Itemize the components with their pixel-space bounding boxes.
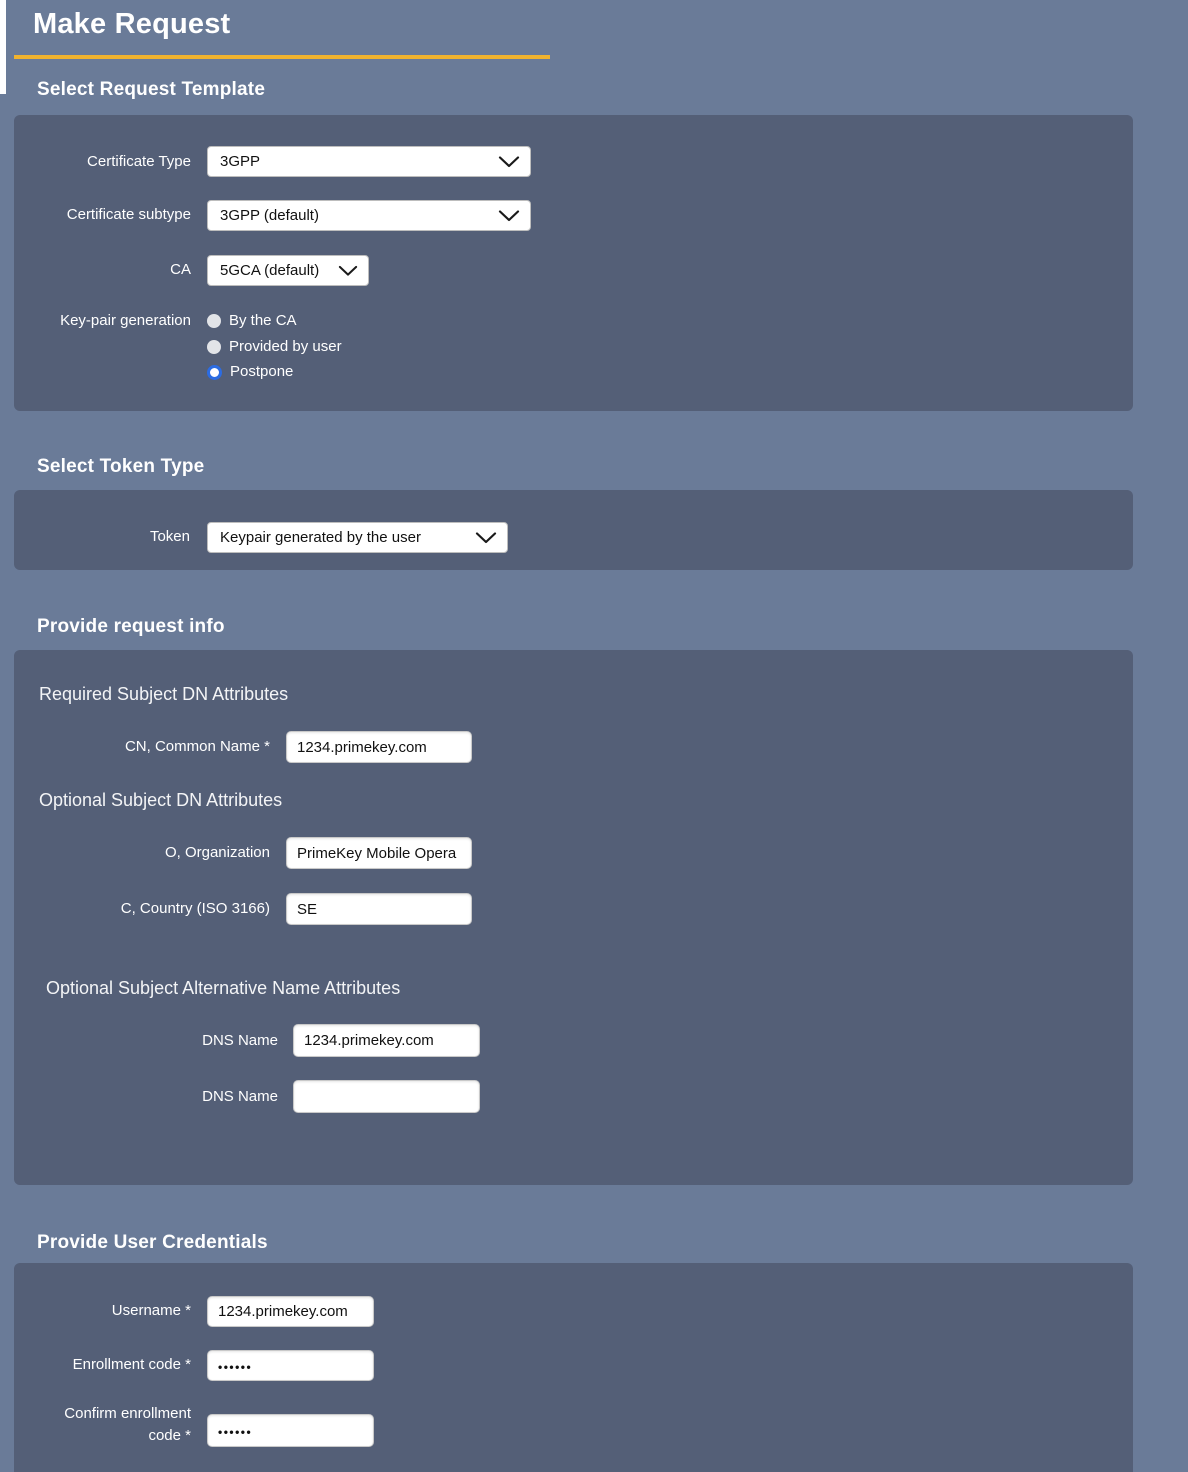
chevron-down-icon — [338, 265, 358, 277]
radio-icon[interactable] — [207, 340, 221, 354]
confirm-enrollment-code-label — [14, 1403, 191, 1447]
left-edge-strip — [0, 0, 6, 94]
radio-option-label: Postpone — [230, 363, 294, 380]
confirm-enrollment-code-label-line1: Confirm enrollment — [64, 1405, 191, 1422]
optional-dn-subheading: Optional Subject DN Attributes — [39, 790, 283, 810]
confirm-enrollment-code-label-line2: code * — [148, 1427, 191, 1444]
certificate-type-select[interactable] — [207, 146, 531, 177]
optional-san-subheading: Optional Subject Alternative Name Attributes — [46, 978, 401, 998]
cn-input[interactable] — [286, 731, 472, 763]
request-template-panel — [14, 115, 1133, 411]
certificate-subtype-label: Certificate subtype — [66, 206, 191, 223]
dns-name-2-input[interactable] — [293, 1080, 480, 1113]
section-heading-token-type: Select Token Type — [37, 456, 205, 477]
required-dn-subheading: Required Subject DN Attributes — [39, 684, 289, 704]
radio-option-provided-by-user[interactable] — [207, 337, 342, 357]
dns-name-2-label: DNS Name — [202, 1088, 278, 1105]
organization-label: O, Organization — [164, 844, 270, 861]
radio-option-by-the-ca[interactable] — [207, 311, 297, 331]
token-select[interactable] — [207, 522, 508, 553]
page-title: Make Request — [33, 8, 231, 40]
certificate-subtype-value: 3GPP (default) — [220, 207, 319, 224]
radio-icon[interactable] — [207, 314, 221, 328]
user-credentials-panel — [14, 1263, 1133, 1472]
certificate-type-value: 3GPP — [220, 153, 261, 170]
dns-name-1-input[interactable] — [293, 1024, 480, 1057]
username-input[interactable] — [207, 1296, 374, 1327]
radio-option-label: By the CA — [229, 312, 297, 329]
section-heading-user-credentials: Provide User Credentials — [37, 1232, 268, 1253]
country-label: C, Country (ISO 3166) — [120, 900, 270, 917]
ca-select[interactable] — [207, 255, 369, 286]
title-underline — [14, 55, 550, 59]
certificate-subtype-select[interactable] — [207, 200, 531, 231]
cn-label: CN, Common Name * — [124, 738, 270, 755]
organization-input[interactable] — [286, 837, 472, 869]
ca-label: CA — [170, 261, 191, 278]
ca-value: 5GCA (default) — [220, 262, 320, 279]
username-label: Username * — [111, 1302, 191, 1319]
token-label: Token — [149, 528, 190, 545]
section-heading-request-template: Select Request Template — [37, 79, 266, 100]
radio-option-postpone[interactable] — [207, 362, 293, 382]
request-info-panel — [14, 650, 1133, 1185]
certificate-type-label: Certificate Type — [87, 153, 191, 170]
radio-option-label: Provided by user — [229, 338, 342, 355]
chevron-down-icon — [475, 532, 497, 544]
section-heading-request-info: Provide request info — [37, 616, 225, 637]
keypair-generation-label: Key-pair generation — [60, 312, 191, 329]
enrollment-code-label: Enrollment code * — [72, 1356, 191, 1373]
dns-name-1-label: DNS Name — [202, 1032, 278, 1049]
country-input[interactable] — [286, 893, 472, 925]
token-value: Keypair generated by the user — [220, 529, 421, 546]
radio-icon[interactable] — [207, 365, 222, 380]
chevron-down-icon — [498, 210, 520, 222]
chevron-down-icon — [498, 156, 520, 168]
confirm-enrollment-code-input[interactable] — [207, 1414, 374, 1447]
enrollment-code-input[interactable] — [207, 1350, 374, 1381]
token-type-panel — [14, 490, 1133, 570]
